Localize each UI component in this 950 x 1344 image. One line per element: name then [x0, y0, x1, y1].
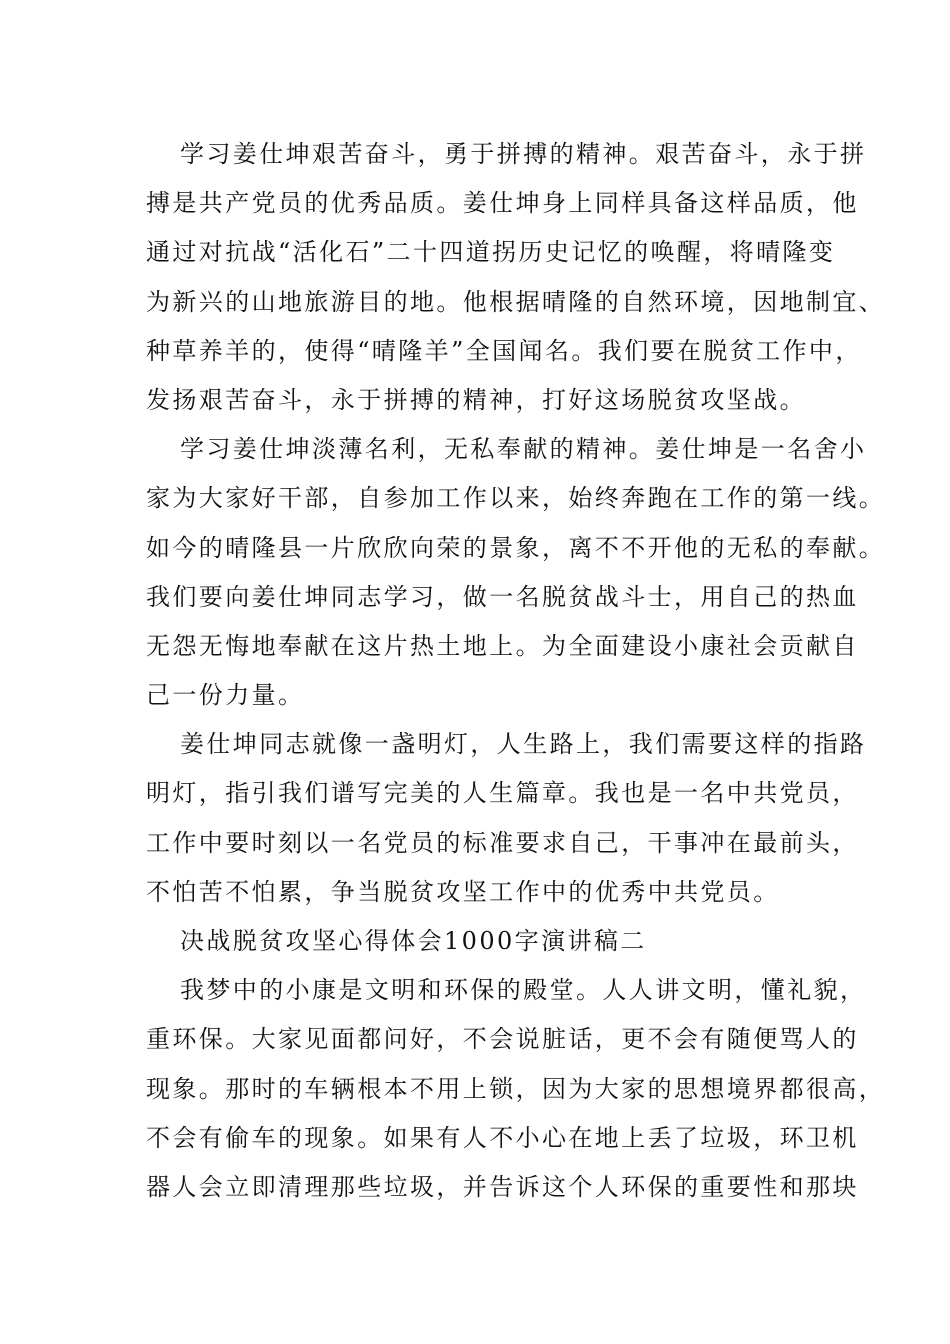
text-line: 明灯，指引我们谱写完美的人生篇章。我也是一名中共党员，	[146, 779, 859, 808]
text-line: 搏是共产党员的优秀品质。姜仕坤身上同样具备这样品质，他	[146, 189, 859, 218]
text-line: 学习姜仕坤艰苦奋斗，勇于拼搏的精神。艰苦奋斗，永于拼	[180, 140, 867, 168]
text-line: 工作中要时刻以一名党员的标准要求自己，干事冲在最前头，	[146, 828, 859, 857]
text-line: 不怕苦不怕累，争当脱贫攻坚工作中的优秀中共党员。	[146, 877, 780, 906]
text-line: 家为大家好干部，自参加工作以来，始终奔跑在工作的第一线。	[146, 484, 886, 513]
text-line: 通过对抗战“活化石”二十四道拐历史记忆的唤醒，将晴隆变	[146, 238, 836, 267]
text-line: 为新兴的山地旅游目的地。他根据晴隆的自然环境，因地制宜、	[146, 287, 886, 316]
text-line: 学习姜仕坤淡薄名利，无私奉献的精神。姜仕坤是一名舍小	[180, 435, 867, 464]
text-line: 种草养羊的，使得“晴隆羊”全国闻名。我们要在脱贫工作中，	[146, 336, 862, 365]
text-line: 我们要向姜仕坤同志学习，做一名脱贫战斗士，用自己的热血	[146, 582, 859, 611]
text-line: 姜仕坤同志就像一盏明灯，人生路上，我们需要这样的指路	[180, 730, 867, 759]
text-line: 现象。那时的车辆根本不用上锁，因为大家的思想境界都很高，	[146, 1074, 886, 1103]
text-line: 器人会立即清理那些垃圾，并告诉这个人环保的重要性和那块	[146, 1172, 859, 1201]
text-line: 不会有偷车的现象。如果有人不小心在地上丢了垃圾，环卫机	[146, 1123, 859, 1152]
text-line: 己一份力量。	[146, 681, 305, 710]
text-line: 发扬艰苦奋斗，永于拼搏的精神，打好这场脱贫攻坚战。	[146, 385, 806, 414]
text-line: 决战脱贫攻坚心得体会1000字演讲稿二	[180, 927, 647, 955]
text-line: 我梦中的小康是文明和环保的殿堂。人人讲文明，懂礼貌，	[180, 976, 867, 1005]
text-line: 无怨无悔地奉献在这片热土地上。为全面建设小康社会贡献自	[146, 631, 859, 660]
text-line: 如今的晴隆县一片欣欣向荣的景象，离不不开他的无私的奉献。	[146, 533, 886, 562]
document-body	[146, 130, 886, 1212]
text-line: 重环保。大家见面都问好，不会说脏话，更不会有随便骂人的	[146, 1025, 859, 1054]
